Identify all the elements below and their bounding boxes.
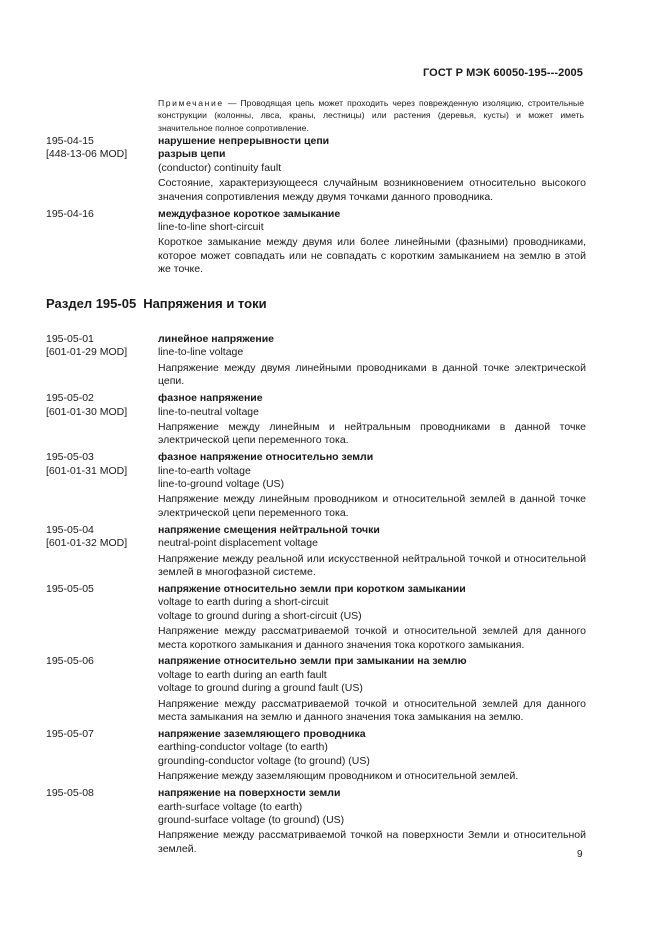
entry-body	[158, 524, 586, 580]
definition: Состояние, характеризующееся случайным возникновением относительно высокого значения сопротивления между двумя точками данного проводника.	[158, 177, 586, 203]
definition: Короткое замыкание между двумя или более линейными (фазными) проводниками, которое может совпадать или не совпадать с коротким замыканием на землю в этой же точке.	[158, 236, 586, 276]
term-entry	[46, 524, 586, 580]
entry-code-column	[46, 655, 158, 724]
entry-code-column	[46, 787, 158, 856]
english-term: (conductor) continuity fault	[158, 161, 282, 174]
entry-number: 195-05-04	[46, 523, 94, 536]
entry-reference: [601-01-31 MOD]	[46, 464, 128, 477]
entry-code-column	[46, 208, 158, 277]
english-term: ground-surface voltage (to ground) (US)	[158, 813, 345, 826]
document-header: ГОСТ Р МЭК 60050-195---2005	[422, 67, 583, 79]
page-number: 9	[577, 849, 583, 860]
english-term: line-to-line short-circuit	[158, 220, 264, 233]
entry-body	[158, 451, 586, 520]
entry-code-column	[46, 392, 158, 448]
term-entry	[46, 787, 586, 856]
note-text: — Проводящая цепь может проходить через поврежденную изоляцию, строительные конструкции (колонны, лвса, краны, лестницы) или растения (деревья, кусты) и может иметь значительное полное сопротивление.	[158, 98, 584, 133]
entry-body	[158, 787, 586, 856]
russian-term: фазное напряжение	[158, 392, 263, 405]
entries-top	[46, 135, 586, 280]
definition: Напряжение между реальной или искусственной нейтральной точкой и относительной землей в многофазной системе.	[158, 552, 586, 578]
english-term: grounding-conductor voltage (to ground) (US)	[158, 754, 370, 767]
note-paragraph	[158, 97, 584, 134]
english-term: voltage to ground during a ground fault (US)	[158, 682, 363, 695]
note-label: Примечание	[158, 98, 224, 108]
english-term: earthing-conductor voltage (to earth)	[158, 741, 328, 754]
term-entry	[46, 333, 586, 389]
russian-term: напряжение смещения нейтральной точки	[158, 523, 380, 536]
entry-body	[158, 728, 586, 784]
russian-term: напряжение на поверхности земли	[158, 787, 341, 800]
english-term: voltage to earth during an earth fault	[158, 668, 327, 681]
entry-code-column	[46, 135, 158, 204]
entry-code-column	[46, 451, 158, 520]
russian-term: напряжение относительно земли при замыкании на землю	[158, 655, 467, 668]
section-heading	[46, 296, 267, 311]
entry-number: 195-04-16	[46, 207, 94, 220]
entry-number: 195-04-15	[46, 135, 94, 147]
definition: Напряжение между линейным и нейтральным проводниками в данной точке электрической цепи переменного тока.	[158, 420, 586, 447]
definition: Напряжение между двумя линейными проводниками в данной точке электрической цепи.	[158, 361, 586, 388]
english-term: voltage to earth during a short-circuit	[158, 596, 329, 609]
definition: Напряжение между рассматриваемой точкой и относительной землей для данного места замыкания на землю и данного значения тока замыкания на землю.	[158, 697, 586, 724]
term-entry	[46, 392, 586, 448]
term-entry	[46, 655, 586, 724]
term-entry	[46, 135, 586, 204]
entries-section	[46, 333, 586, 860]
english-term: line-to-neutral voltage	[158, 405, 259, 418]
entry-number: 195-05-03	[46, 451, 94, 464]
entry-code-column	[46, 583, 158, 652]
entry-body	[158, 655, 586, 724]
definition: Напряжение между линейным проводником и относительной землей в данной точке электрической цепи переменного тока.	[158, 493, 586, 519]
term-entry	[46, 208, 586, 277]
section-name: Напряжения и токи	[143, 296, 267, 311]
entry-number: 195-05-07	[46, 727, 94, 740]
english-term: line-to-ground voltage (US)	[158, 478, 285, 491]
entry-number: 195-05-06	[46, 655, 94, 668]
entry-reference: [601-01-30 MOD]	[46, 405, 128, 418]
english-term: line-to-earth voltage	[158, 464, 251, 477]
english-term: line-to-line voltage	[158, 346, 244, 359]
entry-number: 195-05-05	[46, 582, 94, 595]
entry-body	[158, 333, 586, 389]
russian-term: нарушение непрерывности цепи	[158, 135, 330, 147]
term-entry	[46, 451, 586, 520]
russian-term: линейное напряжение	[158, 333, 274, 345]
entry-number: 195-05-08	[46, 787, 94, 800]
russian-term: междуфазное короткое замыкание	[158, 207, 341, 220]
russian-term: напряжение относительно земли при коротком замыкании	[158, 582, 466, 595]
term-entry	[46, 728, 586, 784]
russian-term: фазное напряжение относительно земли	[158, 451, 374, 464]
definition: Напряжение между рассматриваемой точкой и относительной землей для данного места короткого замыкания и данного значения тока короткого замыкания.	[158, 625, 586, 651]
term-entry	[46, 583, 586, 652]
russian-term: разрыв цепи	[158, 148, 226, 161]
entry-code-column	[46, 728, 158, 784]
english-term: neutral-point displacement voltage	[158, 537, 318, 550]
entry-code-column	[46, 524, 158, 580]
english-term: voltage to ground during a short-circuit (US)	[158, 609, 362, 622]
definition: Напряжение между рассматриваемой точкой на поверхности Земли и относительной землей.	[158, 829, 586, 855]
entry-reference: [601-01-29 MOD]	[46, 346, 128, 359]
entry-reference: [601-01-32 MOD]	[46, 537, 128, 550]
entry-body	[158, 392, 586, 448]
entry-body	[158, 583, 586, 652]
entry-number: 195-05-01	[46, 333, 94, 345]
russian-term: напряжение заземляющего проводника	[158, 727, 366, 740]
entry-code-column	[46, 333, 158, 389]
definition: Напряжение между заземляющим проводником и относительной землей.	[158, 770, 519, 783]
entry-body	[158, 135, 586, 204]
entry-body	[158, 208, 586, 277]
english-term: earth-surface voltage (to earth)	[158, 800, 303, 813]
section-number: Раздел 195-05	[46, 296, 137, 311]
entry-reference: [448-13-06 MOD]	[46, 148, 128, 161]
entry-number: 195-05-02	[46, 392, 94, 405]
